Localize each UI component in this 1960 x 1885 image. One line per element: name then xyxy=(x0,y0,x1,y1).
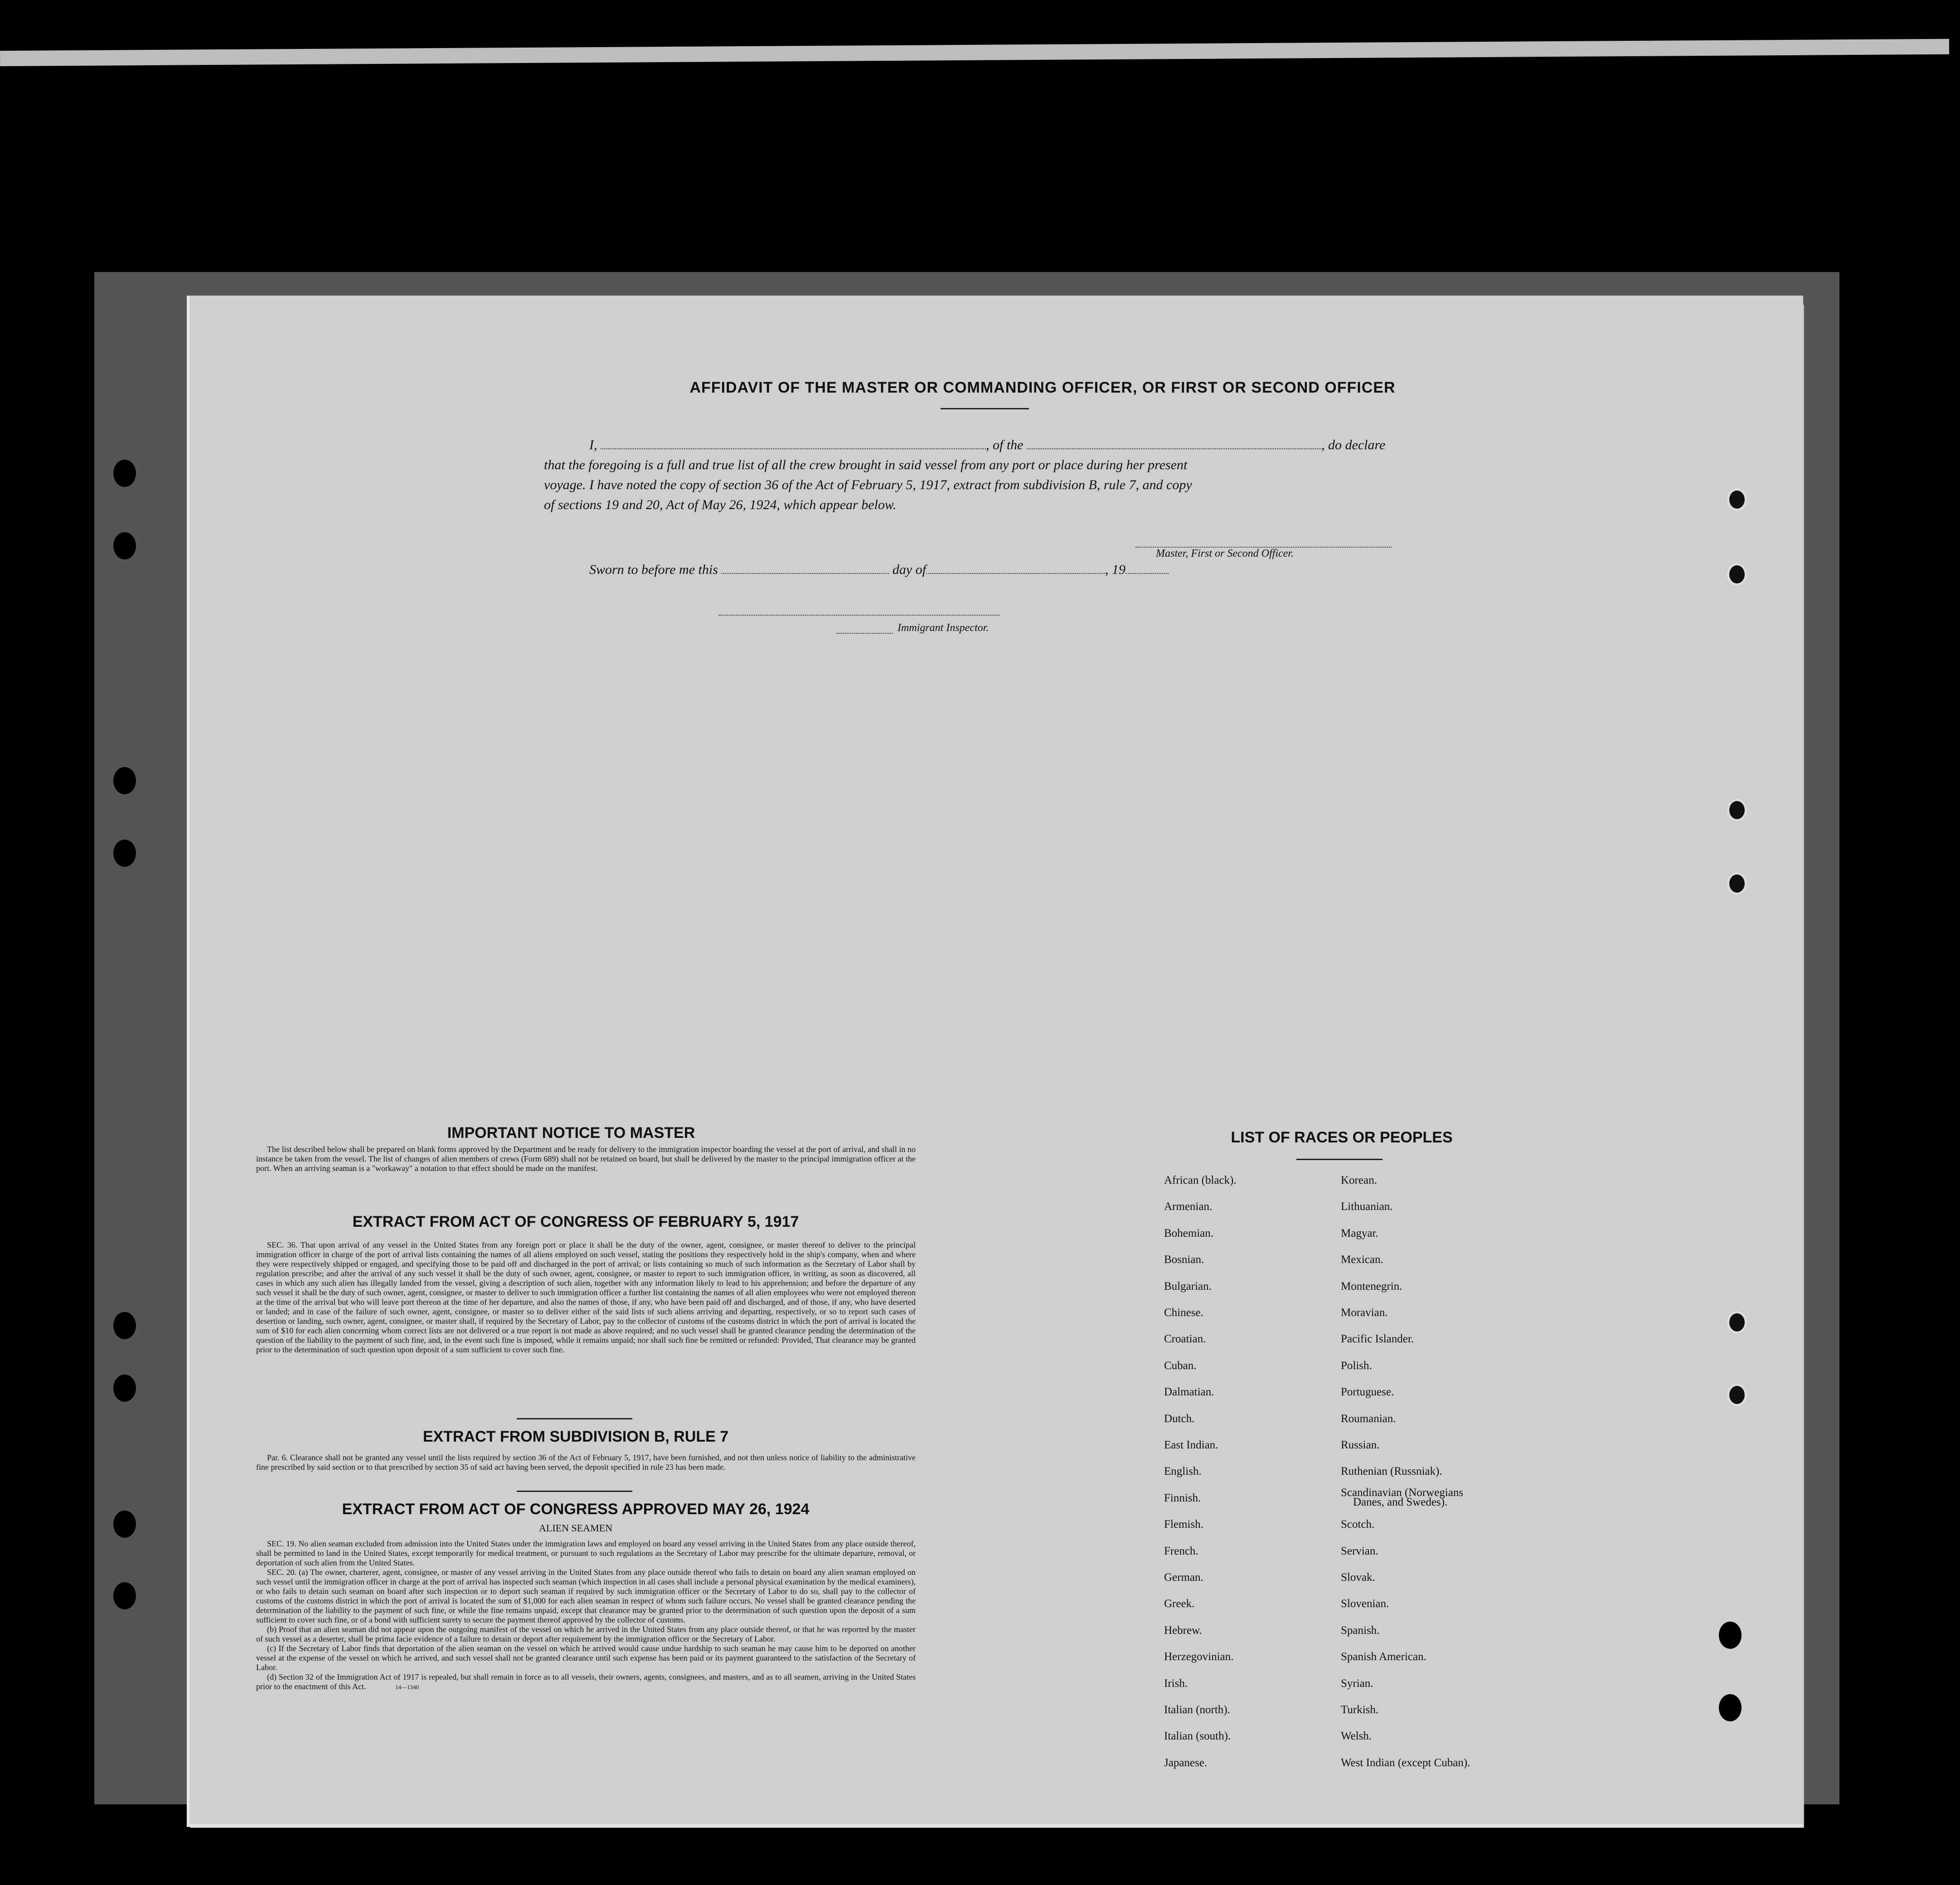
punch-hole xyxy=(113,532,136,559)
race-item: Italian (south). xyxy=(1164,1730,1231,1743)
extract-1924-title: EXTRACT FROM ACT OF CONGRESS APPROVED MAY 26, 1924 xyxy=(342,1501,810,1518)
year-text: , 19 xyxy=(1105,562,1126,577)
race-item: Spanish American. xyxy=(1341,1651,1426,1663)
punch-hole xyxy=(1727,799,1747,821)
section-rule xyxy=(517,1491,632,1492)
race-item: Flemish. xyxy=(1164,1518,1203,1531)
extract-1924-text xyxy=(256,1539,916,1692)
punch-hole xyxy=(1727,488,1747,511)
section-rule xyxy=(517,1418,632,1419)
punch-hole xyxy=(1727,872,1747,895)
race-item: Scotch. xyxy=(1341,1518,1375,1531)
races-title: LIST OF RACES OR PEOPLES xyxy=(1231,1129,1453,1146)
punch-hole xyxy=(1727,563,1747,586)
race-item: Turkish. xyxy=(1341,1704,1379,1716)
race-item: Cuban. xyxy=(1164,1359,1197,1372)
punch-hole xyxy=(113,840,136,867)
race-item: Spanish. xyxy=(1341,1624,1380,1637)
rule7-text: Par. 6. Clearance shall not be granted any vessel until the lists required by section 36 of the Act of February 5, 1917, have been furnished, and not then unless notice of liability to the administrative fine prescribed by said section or to that prescribed by section 35 of said act having been served, the deposit specified in rule 23 has been made. xyxy=(256,1453,916,1472)
vessel-blank[interactable] xyxy=(1027,437,1321,449)
affidavit-line-1 xyxy=(544,435,1432,455)
race-item: Bulgarian. xyxy=(1164,1280,1212,1292)
race-item: African (black). xyxy=(1164,1174,1237,1186)
day-of-text: day of xyxy=(892,562,927,577)
race-item: French. xyxy=(1164,1545,1198,1557)
race-item: Irish. xyxy=(1164,1677,1188,1690)
affidavit-text xyxy=(544,435,1432,515)
sec20d-text xyxy=(256,1672,916,1692)
extract-1917-title: EXTRACT FROM ACT OF CONGRESS OF FEBRUARY 5, 1917 xyxy=(352,1213,799,1230)
sec20c-text: (c) If the Secretary of Labor finds that deportation of the alien seaman on the vessel on which he arrived would cause undue hardship to such seaman he may cause him to be deported on another vessel at the expense of the vessel on which he arrived, and such vessel shall not be granted clearance until such expense has been paid or its payment guaranteed to the satisfaction of the Secretary of Labor. xyxy=(256,1644,916,1672)
race-item: English. xyxy=(1164,1465,1202,1478)
form-number: 14—1340 xyxy=(395,1684,419,1691)
punch-hole xyxy=(113,1312,136,1339)
race-item: Bosnian. xyxy=(1164,1253,1204,1266)
affidavit-title: AFFIDAVIT OF THE MASTER OR COMMANDING OFFICER, OR FIRST OR SECOND OFFICER xyxy=(689,379,1396,396)
affidavit-line-2: that the foregoing is a full and true list of all the crew brought in said vessel from any port or place during her present xyxy=(544,457,1188,472)
notice-title: IMPORTANT NOTICE TO MASTER xyxy=(447,1124,695,1142)
races-rule xyxy=(1296,1159,1383,1160)
race-item: Ruthenian (Russniak). xyxy=(1341,1465,1442,1478)
notice-text: The list described below shall be prepared on blank forms approved by the Department and be ready for delivery to the immigration inspector boarding the vessel at the port of arrival, and shall in no instance be taken from the vessel. The list of changes of alien members of crews (Form 689) shall not be retained on board, but shall be delivered by the master to the principal immigration officer at the port. When an arriving seaman is a "workaway" a notation to that effect should be made on the manifest. xyxy=(256,1145,916,1173)
master-signature-label: Master, First or Second Officer. xyxy=(1156,548,1294,559)
name-blank[interactable] xyxy=(601,437,986,449)
race-item: Slovak. xyxy=(1341,1571,1375,1584)
punch-hole xyxy=(1719,1622,1742,1649)
race-item: Servian. xyxy=(1341,1545,1378,1557)
race-item: Japanese. xyxy=(1164,1756,1208,1769)
race-item: East Indian. xyxy=(1164,1439,1218,1451)
alien-seamen-subtitle: ALIEN SEAMEN xyxy=(539,1522,612,1534)
punch-hole xyxy=(1727,1384,1747,1406)
race-item: Scandinavian (Norwegians xyxy=(1341,1486,1464,1499)
race-item: Bohemian. xyxy=(1164,1227,1214,1239)
race-item: Chinese. xyxy=(1164,1307,1203,1319)
race-item: Portuguese. xyxy=(1341,1386,1394,1399)
inspector-signature-line[interactable] xyxy=(718,604,999,616)
race-item: Lithuanian. xyxy=(1341,1200,1393,1213)
race-item: Pacific Islander. xyxy=(1341,1333,1414,1346)
sworn-text: Sworn to before me this xyxy=(589,562,718,577)
race-item: West Indian (except Cuban). xyxy=(1341,1756,1470,1769)
race-item: Hebrew. xyxy=(1164,1624,1202,1637)
sec20a-text: SEC. 20. (a) The owner, charterer, agent, consignee, or master of any vessel arriving in the United States from any place outside thereof who fails to detain on board any alien seaman employed on such vessel until the immigration officer in charge at the port of arrival has inspected such seaman (which inspection in all cases shall include a personal physical examination by the medical examiners), or who fails to detain such seaman on board after such inspection or to deport such seaman if required by such immigration officer or the Secretary of Labor to do so, shall pay to the collector of customs of the customs district in which the port of arrival is located the sum of $1,000 for each alien seaman in respect of whom such failure occurs. No vessel shall be granted clearance pending the determination of the liability to the payment of such fine, or while the fine remains unpaid, except that clearance may be granted prior to the determination of such question upon the deposit of a sum sufficient to cover such fine, or of a bond with sufficient surety to secure the payment thereof approved by the collector of customs. xyxy=(256,1568,916,1624)
punch-hole xyxy=(113,1375,136,1402)
race-item: Dutch. xyxy=(1164,1412,1195,1425)
race-item: Croatian. xyxy=(1164,1333,1206,1346)
race-item: Roumanian. xyxy=(1341,1412,1396,1425)
sec19-text: SEC. 19. No alien seaman excluded from admission into the United States under the immigration laws and employed on board any vessel arriving in the United States from any place outside thereof, shall be permitted to land in the United States, except temporarily for medical treatment, or pursuant to such regulations as the Secretary of Labor may prescribe for the ultimate departure, removal, or deportation of such alien from the United States. xyxy=(256,1539,916,1567)
race-item-continuation: Danes, and Swedes). xyxy=(1353,1496,1448,1508)
race-item: Slovenian. xyxy=(1341,1598,1389,1610)
sworn-line xyxy=(589,562,1169,578)
inspector-prefix-line[interactable] xyxy=(836,622,893,634)
inspector-signature-label: Immigrant Inspector. xyxy=(898,622,989,634)
punch-hole xyxy=(113,1511,136,1538)
affidavit-line-4: of sections 19 and 20, Act of May 26, 1924, which appear below. xyxy=(544,497,897,512)
race-item: Russian. xyxy=(1341,1439,1380,1451)
master-signature-line[interactable] xyxy=(1135,536,1392,548)
race-item: Herzegovinian. xyxy=(1164,1651,1234,1663)
race-item: Mexican. xyxy=(1341,1253,1383,1266)
race-item: Greek. xyxy=(1164,1598,1195,1610)
sec20b-text: (b) Proof that an alien seaman did not appear upon the outgoing manifest of the vessel on which he arrived in the United States from any place outside thereof, or that he was reported by the master of such vessel as a deserter, shall be prima facie evidence of a failure to detain or deport after requirement by the immigration officer or the Secretary of Labor. xyxy=(256,1625,916,1643)
race-item: Polish. xyxy=(1341,1359,1372,1372)
title-rule xyxy=(941,408,1029,409)
extract-1917-text: SEC. 36. That upon arrival of any vessel in the United States from any foreign port or place it shall be the duty of the owner, agent, consignee, or master thereof to deliver to the principal immigration officer in charge of the port of arrival lists containing the names of all aliens employed on such vessel, stating the positions they respectively hold in the ship's company, when and where they were respectively shipped or engaged, and specifying those to be paid off and discharged in the port of arrival; or lists containing so much of such information as the Secretary of Labor shall by regulation prescribe; and after the arrival of any such vessel it shall be the duty of such owner, agent, consignee, or master to report to such immigration officer, in writing, as soon as discovered, all cases in which any such alien has illegally landed from the vessel, giving a description of such alien, together with any information likely to lead to his apprehension; and before the departure of any such vessel it shall be the duty of such owner, agent, consignee, or master to deliver to such immigration officer a further list containing the names of all alien employees who were not employed thereon at the time of the arrival but who will leave port thereon at the time of her departure, and also the names of those, if any, who have been paid off and discharged, and of those, if any, who have deserted or landed; and in case of the failure of such owner, agent, consignee, or master so to deliver either of the said lists of such aliens arriving and departing, respectively, or so to report such cases of desertion or landing, such owner, agent, consignee, or master shall, if required by the Secretary of Labor, pay to the collector of customs of the customs district in which the port of arrival is located the sum of $10 for each alien concerning whom correct lists are not delivered or a true report is not made as above required; and no such vessel shall be granted clearance pending the determination of the question of the liability to the payment of such fine, and, in the event such fine is imposed, while it remains unpaid; nor shall such fine be remitted or refunded: Provided, That clearance may be granted prior to the determination of such question upon deposit of a sum sufficient to cover such fine. xyxy=(256,1240,916,1354)
affidavit-of-the: , of the xyxy=(986,437,1024,452)
punch-hole xyxy=(113,1582,136,1609)
month-blank[interactable] xyxy=(926,562,1105,574)
race-item: Syrian. xyxy=(1341,1677,1373,1690)
race-item: Moravian. xyxy=(1341,1307,1388,1319)
race-item: Finnish. xyxy=(1164,1491,1201,1504)
punch-hole xyxy=(113,767,136,794)
punch-hole xyxy=(1727,1311,1747,1334)
sworn-day-blank[interactable] xyxy=(721,562,889,574)
race-item: Montenegrin. xyxy=(1341,1280,1402,1292)
race-item: German. xyxy=(1164,1571,1203,1584)
race-item: Welsh. xyxy=(1341,1730,1372,1743)
race-item: Dalmatian. xyxy=(1164,1386,1214,1399)
race-item: Armenian. xyxy=(1164,1200,1213,1213)
affidavit-i: I, xyxy=(589,437,597,452)
rule7-title: EXTRACT FROM SUBDIVISION B, RULE 7 xyxy=(422,1428,729,1445)
affidavit-line-3: voyage. I have noted the copy of section 36 of the Act of February 5, 1917, extract from subdivision B, rule 7, and copy xyxy=(544,477,1192,492)
punch-hole xyxy=(113,460,136,487)
punch-hole xyxy=(1719,1694,1742,1721)
year-blank[interactable] xyxy=(1126,562,1169,574)
affidavit-declare: , do declare xyxy=(1321,437,1386,452)
race-item: Magyar. xyxy=(1341,1227,1378,1239)
top-film-strip xyxy=(0,39,1949,66)
race-item: Korean. xyxy=(1341,1174,1377,1186)
race-item: Italian (north). xyxy=(1164,1704,1230,1716)
sec20d-body: (d) Section 32 of the Immigration Act of 1917 is repealed, but shall remain in force as to all vessels, their owners, agents, consignees, and masters, and as to all seamen, arriving in the United States prior to the enactment of this Act. xyxy=(256,1672,916,1691)
